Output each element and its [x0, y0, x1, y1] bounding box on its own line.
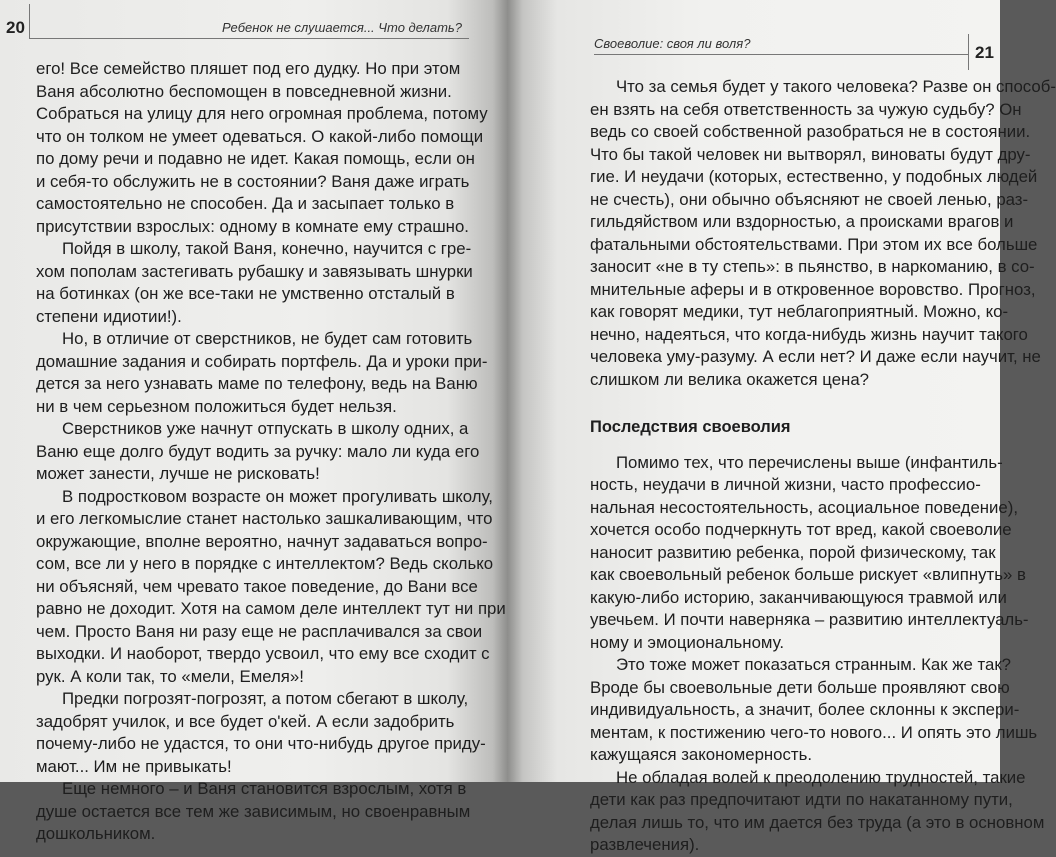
text-line: дется за него узнавать маме по телефону, ведь на Ваню	[36, 374, 478, 393]
text-line: развлечения).	[590, 835, 700, 854]
text-line: Ваня абсолютно беспомощен в повседневной жизни.	[36, 81, 452, 101]
text-line: выходки. И наоборот, твердо усвоил, что ему все сходит с	[36, 644, 490, 663]
text-line: Но, в отличие от сверстников, не будет сам готовить	[62, 329, 473, 348]
text-line: нальная несостоятельность, асоциальное поведение),	[590, 497, 1019, 517]
text-line: Предки погрозят-погрозят, а потом сбегают в школу,	[62, 689, 469, 708]
text-line: ен взять на себя ответственность за чужую судьбу? Он	[590, 99, 1022, 119]
header-vertical-rule-left	[29, 4, 30, 38]
text-line: Не обладая волей к преодолению трудностей, такие	[616, 767, 1026, 787]
section-heading: Последствия своеволия	[590, 418, 791, 436]
page-number-left: 20	[6, 18, 25, 37]
left-body-text	[36, 58, 506, 846]
text-line: Еще немного – и Ваня становится взрослым, хотя в	[62, 779, 467, 798]
text-line: чем. Просто Ваня ни разу еще не расплачивался за свои	[36, 621, 483, 641]
text-line: по дому речи и подавно не идет. Какая помощь, если он	[36, 149, 475, 168]
text-line: рук. А коли так, то «мели, Емеля»!	[36, 666, 304, 686]
text-line: хочется особо подчеркнуть тот вред, какой своеволие	[590, 520, 1012, 539]
text-line: равно не доходит. Хотя на самом деле интеллект тут ни при	[36, 599, 506, 618]
text-line: Что за семья будет у такого человека? Разве он способ-	[616, 77, 1056, 96]
text-line: кажущаяся закономерность.	[590, 745, 812, 764]
text-line: Пойдя в школу, такой Ваня, конечно, научится с гре-	[62, 239, 472, 258]
text-line: домашние задания и собирать портфель. Да и уроки при-	[36, 351, 488, 371]
header-vertical-rule-right	[968, 34, 969, 70]
text-line: человека уму-разуму. А если нет? И даже если научит, не	[590, 347, 1041, 366]
text-line: как говорят медики, тут неблагоприятный. Можно, ко-	[590, 302, 1009, 321]
text-line: самостоятельно не способен. Да и засыпает только в	[36, 194, 455, 213]
text-line: окружающие, вполне вероятно, начнут задаваться вопро-	[36, 531, 488, 551]
text-line: Помимо тех, что перечислены выше (инфантиль-	[616, 452, 1003, 472]
text-line: как своевольный ребенок больше рискует «влипнуть» в	[590, 565, 1026, 584]
text-line: нечно, надеяться, что когда-нибудь жизнь научит такого	[590, 324, 1028, 344]
text-line: наносит развитию ребенка, порой физическому, так	[590, 542, 996, 562]
text-line: мают... Им не привыкать!	[36, 756, 232, 776]
right-body-text	[590, 76, 1056, 857]
text-line: хом пополам застегивать рубашку и завязывать шнурки	[36, 261, 473, 281]
text-line: ность, неудачи в личной жизни, часто профессио-	[590, 475, 981, 494]
text-line: и себя-то обслужить не в состоянии? Ваня даже играть	[36, 171, 470, 191]
page-number-right: 21	[975, 43, 994, 62]
text-line: душе остается все тем же зависимым, но своенравным	[36, 801, 471, 821]
text-line: Сверстников уже начнут отпускать в школу одних, а	[62, 419, 469, 438]
text-line: присутствии взрослых: одному в комнате ему страшно.	[36, 216, 469, 236]
text-line: его! Все семейство пляшет под его дудку. Но при этом	[36, 59, 461, 78]
text-line: Что бы такой человек ни вытворял, виноваты будут дру-	[590, 144, 1031, 164]
text-line: сом, все ли у него в порядке с интеллектом? Ведь сколько	[36, 554, 494, 573]
right-text-before-heading	[590, 76, 1056, 391]
text-line: ни объясняй, чем чревато такое поведение, до Вани все	[36, 576, 478, 596]
right-page	[508, 0, 1056, 854]
text-line: гие. И неудачи (которых, естественно, у подобных людей	[590, 167, 1038, 186]
text-line: задобрят училок, и все будет о'кей. А если задобрить	[36, 711, 455, 731]
text-line: дошкольником.	[36, 824, 156, 843]
text-line: Это тоже может показаться странным. Как же так?	[616, 655, 1011, 674]
text-line: какую-либо историю, заканчивающуюся травмой или	[590, 587, 1007, 607]
text-line: В подростковом возрасте он может прогуливать школу,	[62, 486, 493, 506]
text-line: степени идиотии!).	[36, 306, 182, 326]
header-rule-left	[29, 38, 469, 39]
text-line: ментам, к постижению чего-то нового... И опять это лишь	[590, 722, 1038, 742]
text-line: увечьем. И почти наверняка – развитию интеллектуаль-	[590, 610, 1029, 629]
text-line: может занести, лучше не рисковать!	[36, 464, 320, 483]
running-head-right: Своеволие: своя ли воля?	[594, 36, 751, 51]
text-line: что он толком не умеет одеваться. О какой-либо помощи	[36, 126, 484, 146]
text-line: ни в чем серьезном положиться будет нельзя.	[36, 396, 397, 416]
text-line: Собраться на улицу для него огромная проблема, потому	[36, 104, 488, 123]
left-page	[0, 0, 508, 843]
header-rule-right	[594, 54, 968, 55]
text-line: Вроде бы своевольные дети больше проявляют свою	[590, 677, 1010, 697]
text-line: ведь со своей собственной разобраться не в состоянии.	[590, 122, 1031, 141]
text-line: фатальными обстоятельствами. При этом их все больше	[590, 234, 1038, 254]
right-text-after-heading	[590, 452, 1045, 857]
text-line: мнительные аферы и в откровенное воровство. Прогноз,	[590, 279, 1036, 299]
text-line: дети как раз предпочитают идти по накатанному пути,	[590, 790, 1013, 809]
text-line: делая лишь то, что им дается без труда (а это в основном	[590, 812, 1045, 832]
text-line: не счесть), они обычно объясняют не своей ленью, раз-	[590, 189, 1029, 209]
text-line: почему-либо не удастся, то они что-нибудь другое приду-	[36, 734, 486, 753]
text-line: и его легкомыслие станет настолько зашкаливающим, что	[36, 509, 493, 528]
text-line: на ботинках (он же все-таки не умственно отсталый в	[36, 284, 455, 303]
text-line: индивидуальность, а значит, более склонны к экспери-	[590, 700, 1020, 719]
text-line: слишком ли велика окажется цена?	[590, 369, 869, 389]
text-line: ному и эмоциональному.	[590, 632, 784, 652]
text-line: заносит «не в ту степь»: в пьянство, в наркоманию, в со-	[590, 257, 1035, 276]
text-line: Ваню еще долго будут водить за ручку: мало ли куда его	[36, 441, 480, 461]
text-line: гильдяйством или вздорностью, а происками врагов и	[590, 212, 1014, 231]
running-head-left: Ребенок не слушается... Что делать?	[221, 20, 462, 35]
